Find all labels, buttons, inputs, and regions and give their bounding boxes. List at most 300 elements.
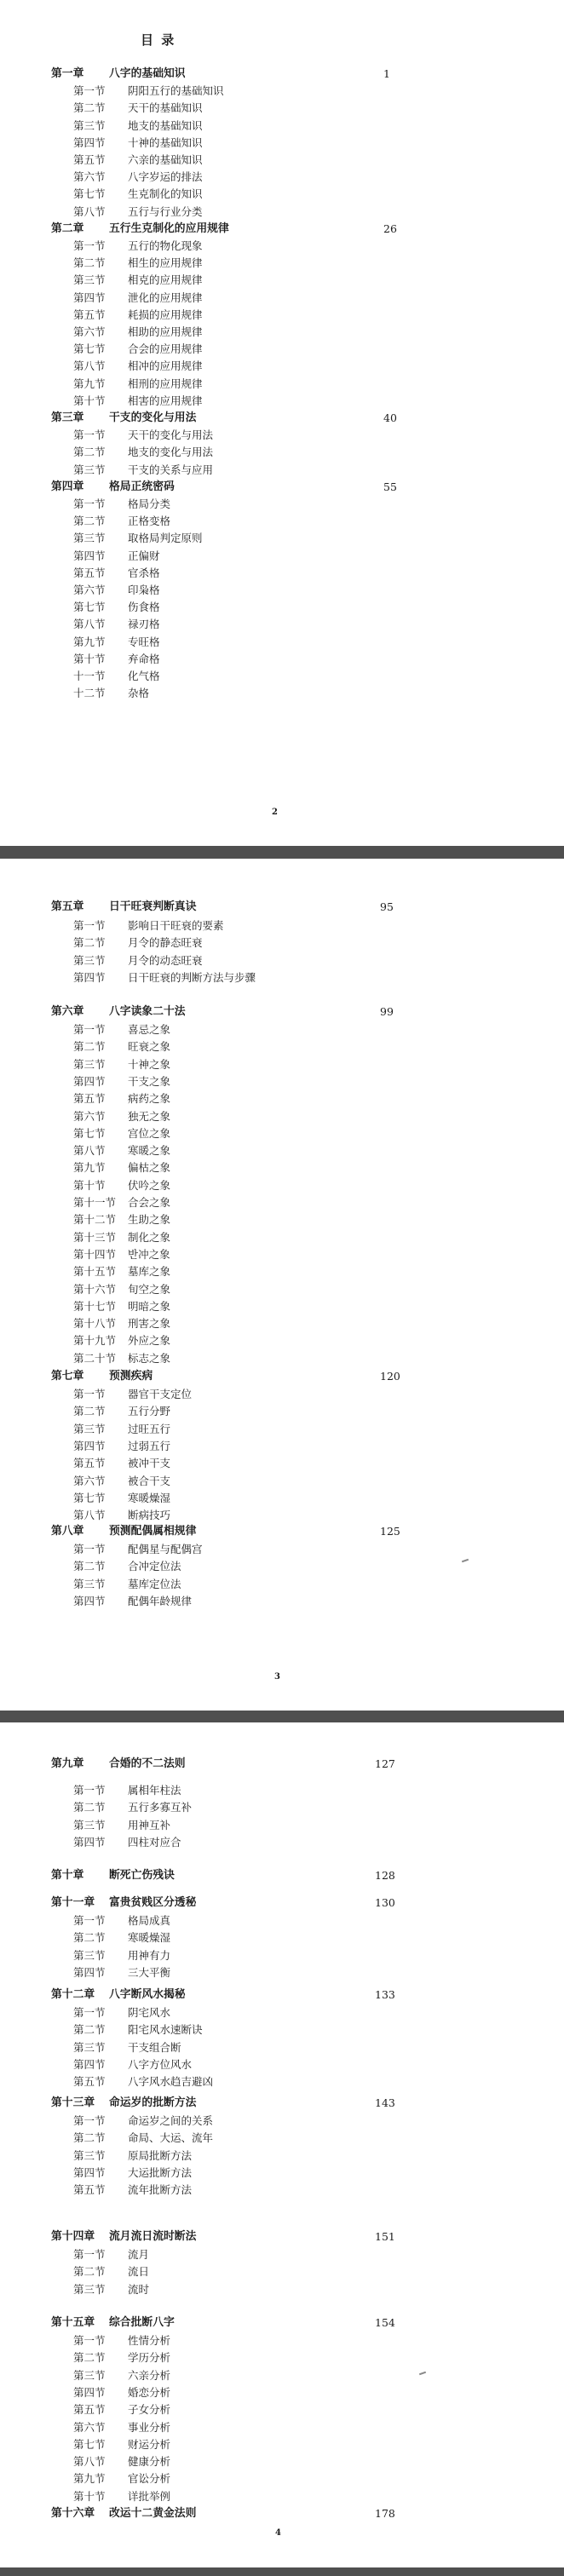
toc-chapter-entry: [51, 2314, 409, 2331]
chapter-title: 预测疾病: [109, 1370, 153, 1383]
section-number: 第六节: [73, 170, 106, 183]
section-number: 第三节: [73, 119, 106, 132]
section-title: 详批举例: [128, 2490, 171, 2503]
toc-section-entry: [73, 917, 414, 934]
toc-section-entry: [73, 118, 417, 134]
section-number: 第三节: [73, 463, 106, 476]
section-title: 正偏财: [128, 549, 160, 562]
section-title: 五行与行业分类: [128, 205, 203, 218]
toc-section-entry: [73, 2367, 409, 2383]
toc-section-entry: [73, 427, 417, 443]
toc-section-entry: [73, 1964, 409, 1981]
section-number: 第八节: [73, 1509, 106, 1521]
toc-section-entry: [73, 685, 417, 701]
toc-section-entry: [73, 341, 417, 357]
toc-section-entry: [73, 2436, 409, 2452]
toc-section-entry: [73, 1125, 414, 1141]
toc-section-entry: [73, 1558, 414, 1574]
section-title: 干支的关系与应用: [128, 463, 214, 476]
chapter-number: 第十四章: [51, 2230, 95, 2243]
section-number: 第三节: [73, 1058, 106, 1071]
toc-section-entry: [73, 1386, 414, 1402]
toc-section-entry: [73, 1108, 414, 1124]
toc-section-entry: [73, 513, 417, 529]
section-number: 十一节: [73, 670, 106, 682]
section-title: 阴阳五行的基础知识: [128, 84, 224, 97]
section-title: 偏枯之象: [128, 1161, 171, 1174]
section-number: 第一节: [73, 2248, 106, 2261]
section-number: 十二节: [73, 687, 106, 699]
section-title: 伏吟之象: [128, 1179, 171, 1192]
section-title: 寒暖燥湿: [128, 1492, 171, 1504]
toc-section-entry: [73, 2182, 409, 2198]
page-divider: [0, 846, 564, 859]
toc-section-entry: [73, 2263, 409, 2280]
toc-section-entry: [73, 2148, 409, 2164]
section-number: 第七节: [73, 2438, 106, 2451]
section-number: 第九节: [73, 377, 106, 390]
toc-chapter-entry: [51, 66, 417, 82]
section-number: 第十六节: [73, 1283, 117, 1296]
toc-section-entry: [73, 2419, 409, 2435]
toc-section-entry: [73, 2488, 409, 2504]
chapter-title: 格局正统密码: [109, 480, 175, 493]
toc-section-entry: [73, 2470, 409, 2487]
section-number: 第八节: [73, 618, 106, 630]
chapter-page-number: 40: [383, 411, 397, 424]
section-number: 第四节: [73, 2166, 106, 2179]
section-number: 第四节: [73, 1836, 106, 1849]
section-title: 地支的变化与用法: [128, 446, 214, 458]
section-title: 旺衰之象: [128, 1040, 171, 1053]
section-number: 第三节: [73, 1819, 106, 1831]
section-title: 配偶年龄规律: [128, 1595, 193, 1607]
toc-section-entry: [73, 1817, 409, 1833]
section-title: 八字风水趋吉避凶: [128, 2075, 214, 2088]
toc-section-entry: [73, 2113, 409, 2129]
toc-section-entry: [73, 393, 417, 409]
chapter-number: 第一章: [51, 67, 84, 80]
section-title: 地支的基础知识: [128, 119, 203, 132]
section-number: 第一节: [73, 919, 106, 932]
toc-section-entry: [73, 1281, 414, 1297]
section-title: 阴宅风水: [128, 2006, 171, 2019]
toc-section-entry: [73, 2056, 409, 2073]
section-number: 第五节: [73, 1092, 106, 1105]
chapter-page-number: 99: [380, 1005, 394, 1018]
toc-section-entry: [73, 1332, 414, 1348]
toc-chapter-entry: [51, 1756, 409, 1772]
chapter-page-number: 151: [375, 2230, 395, 2243]
section-title: 影响日干旺衰的要素: [128, 919, 224, 932]
toc-section-entry: [73, 135, 417, 151]
toc-section-entry: [73, 1211, 414, 1228]
section-title: 相害的应用规律: [128, 394, 203, 407]
section-title: 生克制化的知识: [128, 187, 203, 200]
chapter-number: 第十三章: [51, 2096, 95, 2109]
toc-chapter-entry: [51, 899, 414, 915]
section-number: 第三节: [73, 2149, 106, 2162]
toc-section-entry: [73, 2281, 409, 2297]
section-number: 第七节: [73, 342, 106, 355]
section-title: 大运批断方法: [128, 2166, 193, 2179]
section-title: 化气格: [128, 670, 160, 682]
toc-section-entry: [73, 1073, 414, 1090]
chapter-number: 第二章: [51, 222, 84, 235]
section-title: 耗损的应用规律: [128, 308, 203, 321]
chapter-page-number: 1: [383, 67, 390, 80]
toc-section-entry: [73, 1263, 414, 1279]
section-title: 干支组合断: [128, 2041, 181, 2054]
toc-section-entry: [73, 169, 417, 185]
section-title: 相冲的应用规律: [128, 359, 203, 372]
section-title: 杂格: [128, 687, 150, 699]
chapter-title: 八字断风水揭秘: [109, 1988, 186, 2001]
toc-section-entry: [73, 2349, 409, 2366]
toc-section-entry: [73, 376, 417, 392]
section-number: 第四节: [73, 136, 106, 149]
section-number: 第八节: [73, 359, 106, 372]
section-number: 第六节: [73, 584, 106, 596]
toc-section-entry: [73, 272, 417, 288]
section-number: 第九节: [73, 2472, 106, 2485]
chapter-page-number: 130: [375, 1896, 395, 1909]
section-number: 第四节: [73, 1595, 106, 1607]
section-number: 第一节: [73, 2334, 106, 2347]
section-title: 事业分析: [128, 2421, 171, 2434]
section-number: 第十一节: [73, 1196, 117, 1209]
toc-title: 目 录: [141, 32, 176, 48]
section-number: 第六节: [73, 325, 106, 338]
section-number: 第八节: [73, 205, 106, 218]
section-number: 第三节: [73, 2041, 106, 2054]
section-title: 明暗之象: [128, 1300, 171, 1313]
section-number: 第二节: [73, 2131, 106, 2144]
section-number: 第一节: [73, 2114, 106, 2127]
section-title: 婚恋分析: [128, 2386, 171, 2399]
toc-section-entry: [73, 1593, 414, 1609]
section-number: 第三节: [73, 273, 106, 286]
toc-section-entry: [73, 1947, 409, 1964]
section-title: 四柱对应合: [128, 1836, 181, 1849]
section-title: 天干的基础知识: [128, 101, 203, 114]
section-number: 第一节: [73, 497, 106, 510]
section-title: 财运分析: [128, 2438, 171, 2451]
section-number: 第十七节: [73, 1300, 117, 1313]
section-number: 第十三节: [73, 1231, 117, 1244]
toc-section-entry: [73, 1576, 414, 1592]
section-number: 第二节: [73, 446, 106, 458]
toc-page-2: [0, 859, 564, 1711]
section-number: 第七节: [73, 187, 106, 200]
section-number: 第五节: [73, 2403, 106, 2416]
toc-section-entry: [73, 204, 417, 220]
toc-chapter-entry: [51, 1003, 414, 1020]
section-title: 用神有力: [128, 1949, 171, 1962]
section-number: 第四节: [73, 1966, 106, 1979]
section-title: 寒暖燥湿: [128, 1931, 171, 1944]
chapter-title: 命运岁的批断方法: [109, 2096, 197, 2109]
chapter-number: 第十五章: [51, 2316, 95, 2329]
section-title: 格局分类: [128, 497, 171, 510]
toc-chapter-entry: [51, 479, 417, 495]
section-title: 五行多寡互补: [128, 1801, 193, 1814]
toc-section-entry: [73, 1455, 414, 1471]
section-number: 第四节: [73, 1440, 106, 1452]
toc-section-entry: [73, 1090, 414, 1107]
toc-section-entry: [73, 1421, 414, 1437]
chapter-number: 第十二章: [51, 1988, 95, 2001]
section-number: 第十节: [73, 653, 106, 665]
page-divider: [0, 1711, 564, 1722]
section-title: 十神的基础知识: [128, 136, 203, 149]
chapter-page-number: 95: [380, 900, 394, 913]
toc-section-entry: [73, 1142, 414, 1159]
section-number: 第六节: [73, 2421, 106, 2434]
section-number: 第六节: [73, 1475, 106, 1487]
section-number: 第四节: [73, 2386, 106, 2399]
section-title: 断病技巧: [128, 1509, 171, 1521]
section-number: 第五节: [73, 566, 106, 579]
page-number: 2: [272, 808, 278, 817]
section-title: 日干旺衰的判断方法与步骤: [128, 971, 256, 984]
toc-section-entry: [73, 186, 417, 202]
toc-chapter-entry: [51, 221, 417, 237]
section-title: 喜忌之象: [128, 1023, 171, 1036]
toc-section-entry: [73, 1298, 414, 1314]
section-title: 印枭格: [128, 584, 160, 596]
section-number: 第九节: [73, 635, 106, 648]
chapter-number: 第十一章: [51, 1896, 95, 1909]
toc-section-entry: [73, 1403, 414, 1419]
section-number: 第五节: [73, 2075, 106, 2088]
section-number: 第三节: [73, 2283, 106, 2296]
chapter-page-number: 143: [375, 2096, 395, 2109]
section-number: 第三节: [73, 1578, 106, 1590]
toc-section-entry: [73, 2332, 409, 2349]
section-number: 第四节: [73, 1075, 106, 1088]
section-title: 六亲分析: [128, 2369, 171, 2382]
toc-section-entry: [73, 1159, 414, 1176]
chapter-page-number: 154: [375, 2316, 395, 2329]
section-number: 第一节: [73, 1543, 106, 1555]
chapter-page-number: 26: [383, 222, 397, 235]
toc-section-entry: [73, 1929, 409, 1946]
section-number: 第十四节: [73, 1248, 117, 1261]
section-title: 格局成真: [128, 1914, 171, 1927]
chapter-number: 第八章: [51, 1525, 84, 1538]
section-number: 第四节: [73, 971, 106, 984]
section-title: 学历分析: [128, 2351, 171, 2364]
toc-chapter-entry: [51, 1523, 414, 1539]
toc-section-entry: [73, 1350, 414, 1366]
section-title: 墓库定位法: [128, 1578, 181, 1590]
chapter-page-number: 128: [375, 1869, 395, 1882]
chapter-title: 日干旺衰判断真诀: [109, 900, 197, 913]
section-title: 宫位之象: [128, 1127, 171, 1140]
chapter-title: 流月流日流时断法: [109, 2230, 197, 2243]
section-number: 第一节: [73, 84, 106, 97]
section-title: 月令的动态旺衰: [128, 954, 203, 967]
section-title: 官讼分析: [128, 2472, 171, 2485]
toc-chapter-entry: [51, 2228, 409, 2245]
section-title: 命运岁之间的关系: [128, 2114, 214, 2127]
section-number: 第十九节: [73, 1334, 117, 1347]
toc-section-entry: [73, 2073, 409, 2090]
toc-section-entry: [73, 1229, 414, 1245]
section-title: 标志之象: [128, 1352, 171, 1365]
chapter-title: 断死亡伤残诀: [109, 1869, 175, 1882]
section-number: 第七节: [73, 1492, 106, 1504]
toc-page-1: [0, 0, 564, 846]
chapter-page-number: 127: [375, 1757, 395, 1770]
section-title: 流时: [128, 2283, 150, 2296]
section-title: 器官干支定位: [128, 1388, 193, 1400]
chapter-number: 第四章: [51, 480, 84, 493]
section-number: 第十节: [73, 394, 106, 407]
chapter-number: 第十章: [51, 1869, 84, 1882]
section-number: 第一节: [73, 1023, 106, 1036]
toc-section-entry: [73, 1473, 414, 1489]
section-number: 第四节: [73, 291, 106, 304]
section-title: 八字岁运的排法: [128, 170, 203, 183]
section-number: 第二节: [73, 2023, 106, 2036]
section-title: 流年批断方法: [128, 2183, 193, 2196]
section-title: 合会之象: [128, 1196, 171, 1209]
chapter-title: 五行生克制化的应用规律: [109, 222, 229, 235]
toc-section-entry: [73, 565, 417, 581]
toc-section-entry: [73, 616, 417, 632]
chapter-title: 合婚的不二法则: [109, 1757, 186, 1770]
section-title: 三大平衡: [128, 1966, 171, 1979]
section-number: 第九节: [73, 1161, 106, 1174]
section-title: 制化之象: [128, 1231, 171, 1244]
toc-section-entry: [73, 2004, 409, 2021]
toc-chapter-entry: [51, 410, 417, 426]
toc-section-entry: [73, 1194, 414, 1210]
chapter-number: 第三章: [51, 411, 84, 424]
toc-section-entry: [73, 1438, 414, 1454]
section-number: 第十五节: [73, 1265, 117, 1278]
section-title: 月令的静态旺衰: [128, 936, 203, 949]
section-number: 第四节: [73, 549, 106, 562]
toc-section-entry: [73, 2453, 409, 2470]
toc-chapter-entry: [51, 1895, 409, 1911]
toc-section-entry: [73, 358, 417, 374]
chapter-title: 八字的基础知识: [109, 67, 186, 80]
section-number: 第二节: [73, 2265, 106, 2278]
section-number: 第二节: [73, 1801, 106, 1814]
toc-section-entry: [73, 1021, 414, 1038]
section-title: 相克的应用规律: [128, 273, 203, 286]
chapter-title: 八字读象二十法: [109, 1005, 186, 1018]
chapter-title: 富贵贫贱区分透秘: [109, 1896, 197, 1909]
toc-chapter-entry: [51, 2505, 409, 2521]
section-title: 阳宅风水速断诀: [128, 2023, 203, 2036]
toc-section-entry: [73, 599, 417, 615]
section-title: 五行的物化现象: [128, 239, 203, 252]
section-number: 第六节: [73, 1110, 106, 1123]
section-title: 相刑的应用规律: [128, 377, 203, 390]
toc-section-entry: [73, 496, 417, 512]
chapter-title: 综合批断八字: [109, 2316, 175, 2329]
chapter-number: 第六章: [51, 1005, 84, 1018]
section-number: 第二节: [73, 1405, 106, 1417]
section-title: 寒暖之象: [128, 1144, 171, 1157]
section-title: 干支之象: [128, 1075, 171, 1088]
section-title: 相生的应用规律: [128, 256, 203, 269]
section-number: 第十节: [73, 1179, 106, 1192]
toc-section-entry: [73, 290, 417, 306]
chapter-page-number: 120: [380, 1370, 400, 1383]
section-number: 第三节: [73, 1423, 106, 1435]
section-title: 命局、大运、流年: [128, 2131, 214, 2144]
page-divider: [0, 2567, 564, 2576]
toc-section-entry: [73, 2165, 409, 2181]
section-title: 五行分野: [128, 1405, 171, 1417]
toc-section-entry: [73, 548, 417, 564]
toc-section-entry: [73, 634, 417, 650]
section-title: 被合干支: [128, 1475, 171, 1487]
section-number: 第二节: [73, 256, 106, 269]
toc-section-entry: [73, 1834, 409, 1850]
section-title: 属相年柱法: [128, 1784, 181, 1797]
section-title: 正格变格: [128, 515, 171, 527]
toc-section-entry: [73, 100, 417, 116]
section-number: 第二节: [73, 936, 106, 949]
section-title: 八字方位风水: [128, 2058, 193, 2071]
toc-section-entry: [73, 1246, 414, 1262]
toc-chapter-entry: [51, 1368, 414, 1384]
toc-section-entry: [73, 2401, 409, 2418]
toc-section-entry: [73, 1799, 409, 1815]
section-number: 第八节: [73, 1144, 106, 1157]
toc-section-entry: [73, 1177, 414, 1193]
section-number: 第一节: [73, 1388, 106, 1400]
section-title: 生助之象: [128, 1213, 171, 1226]
toc-section-entry: [73, 2384, 409, 2401]
chapter-page-number: 55: [383, 480, 397, 493]
toc-section-entry: [73, 1038, 414, 1055]
toc-section-entry: [73, 1782, 409, 1798]
section-title: 用神互补: [128, 1819, 171, 1831]
toc-section-entry: [73, 2039, 409, 2056]
toc-section-entry: [73, 530, 417, 546]
toc-section-entry: [73, 444, 417, 460]
section-title: 流月: [128, 2248, 150, 2261]
section-number: 第十节: [73, 2490, 106, 2503]
toc-section-entry: [73, 2130, 409, 2146]
page-number: 4: [275, 2528, 281, 2538]
section-title: 墓库之象: [128, 1265, 171, 1278]
section-number: 第七节: [73, 601, 106, 613]
section-number: 第三节: [73, 1949, 106, 1962]
section-number: 第八节: [73, 2455, 106, 2468]
toc-section-entry: [73, 2021, 409, 2038]
toc-section-entry: [73, 324, 417, 340]
toc-section-entry: [73, 582, 417, 598]
section-title: 十神之象: [128, 1058, 171, 1071]
toc-section-entry: [73, 651, 417, 667]
section-title: 独无之象: [128, 1110, 171, 1123]
section-title: 官杀格: [128, 566, 160, 579]
section-title: 六亲的基础知识: [128, 153, 203, 166]
toc-section-entry: [73, 668, 417, 684]
chapter-number: 第七章: [51, 1370, 84, 1383]
toc-chapter-entry: [51, 1867, 409, 1883]
chapter-page-number: 125: [380, 1525, 400, 1538]
toc-section-entry: [73, 934, 414, 951]
